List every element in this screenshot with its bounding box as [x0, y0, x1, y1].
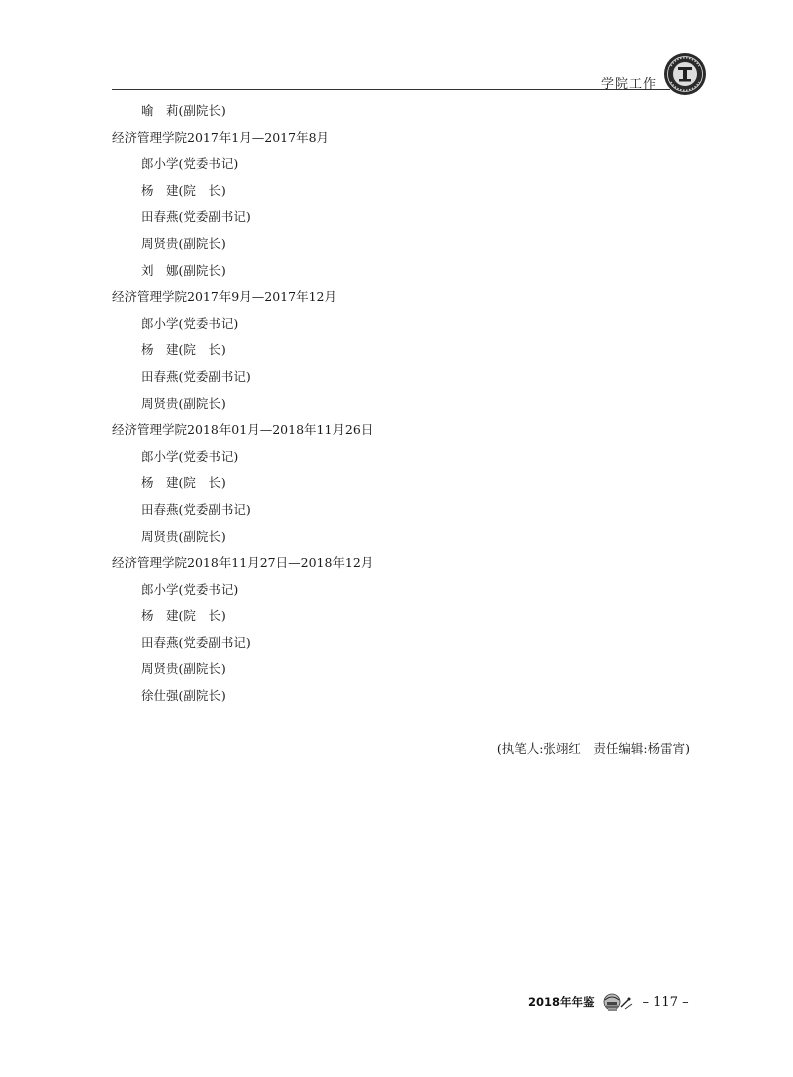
member-entry: 郎小学(党委书记): [141, 448, 239, 464]
member-entry: 周贤贵(副院长): [141, 661, 226, 677]
book-stack-icon: [599, 991, 633, 1013]
page-number: – 117 –: [642, 994, 689, 1010]
member-entry: 徐仕强(副院长): [141, 688, 226, 704]
member-entry: 刘 娜(副院长): [141, 262, 226, 278]
member-entry: 杨 建(院 长): [141, 342, 226, 358]
period-heading: 经济管理学院2018年01月—2018年11月26日: [112, 422, 374, 438]
member-entry: 周贤贵(副院长): [141, 235, 226, 251]
yearbook-title: 2018年年鉴: [528, 995, 595, 1009]
period-heading: 经济管理学院2017年1月—2017年8月: [112, 129, 330, 145]
member-entry: 郎小学(党委书记): [141, 156, 239, 172]
member-entry: 喻 莉(副院长): [141, 103, 226, 118]
section-label: 学院工作: [601, 77, 658, 92]
member-entry: 田春燕(党委副书记): [141, 634, 251, 650]
member-entry: 周贤贵(副院长): [141, 528, 226, 544]
member-entry: 田春燕(党委副书记): [141, 368, 251, 384]
leadership-list: [112, 98, 692, 710]
period-heading: 经济管理学院2017年9月—2017年12月: [112, 289, 337, 305]
member-entry: 杨 建(院 长): [141, 608, 226, 624]
page-footer: [528, 990, 689, 1014]
period-heading: 经济管理学院2018年11月27日—2018年12月: [112, 555, 374, 571]
header-rule: [112, 89, 670, 90]
member-entry: 杨 建(院 长): [141, 182, 226, 198]
member-entry: 田春燕(党委副书记): [141, 209, 251, 225]
member-entry: 周贤贵(副院长): [141, 395, 226, 411]
member-entry: 郎小学(党委书记): [141, 581, 239, 597]
member-entry: 郎小学(党委书记): [141, 315, 239, 331]
member-entry: 田春燕(党委副书记): [141, 501, 251, 517]
credit-line: (执笔人:张翊红 责任编辑:杨雷宵): [496, 741, 690, 756]
member-entry: 杨 建(院 长): [141, 475, 226, 491]
